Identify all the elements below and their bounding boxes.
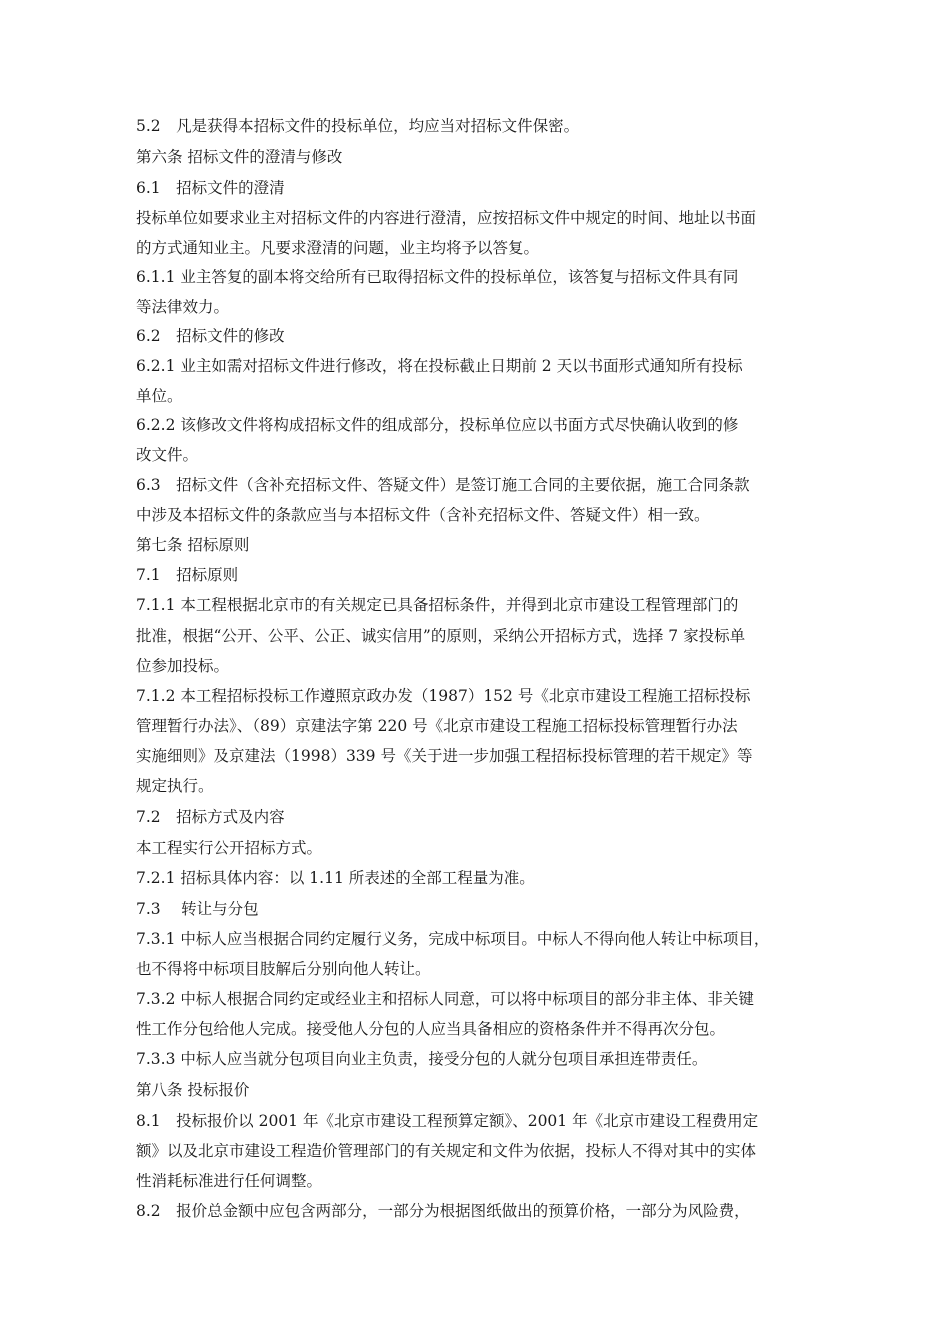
clause-7-1-1: 7.1.1 本工程根据北京市的有关规定已具备招标条件，并得到北京市建设工程管理部门的 — [136, 596, 739, 614]
paragraph-line: 的方式通知业主。凡要求澄清的问题，业主均将予以答复。 — [136, 239, 540, 257]
paragraph-line: 也不得将中标项目肢解后分别向他人转让。 — [136, 960, 431, 978]
clause-5-2: 5.2 凡是获得本招标文件的投标单位，均应当对招标文件保密。 — [136, 117, 580, 135]
paragraph-line: 投标单位如要求业主对招标文件的内容进行澄清，应按招标文件中规定的时间、地址以书面 — [136, 209, 757, 227]
paragraph-line: 实施细则》及京建法（1998）339 号《关于进一步加强工程招标投标管理的若干规定》等 — [136, 747, 753, 765]
article-6-heading: 第六条 招标文件的澄清与修改 — [136, 148, 343, 166]
paragraph-line: 位参加投标。 — [136, 657, 230, 675]
article-7-heading: 第七条 招标原则 — [136, 536, 250, 554]
clause-7-2-heading: 7.2 招标方式及内容 — [136, 808, 285, 826]
clause-7-2-1: 7.2.1 招标具体内容：以 1.11 所表述的全部工程量为准。 — [136, 869, 535, 887]
paragraph-line: 单位。 — [136, 387, 183, 405]
paragraph-line: 等法律效力。 — [136, 298, 230, 316]
clause-7-3-3: 7.3.3 中标人应当就分包项目向业主负责，接受分包的人就分包项目承担连带责任。 — [136, 1050, 708, 1068]
paragraph-line: 性消耗标准进行任何调整。 — [136, 1172, 323, 1190]
clause-7-1-2: 7.1.2 本工程招标投标工作遵照京政办发（1987）152 号《北京市建设工程施工招标投标 — [136, 687, 751, 705]
clause-6-3: 6.3 招标文件（含补充招标文件、答疑文件）是签订施工合同的主要依据，施工合同条款 — [136, 476, 750, 494]
clause-7-3-heading: 7.3 转让与分包 — [136, 900, 259, 918]
clause-6-1-heading: 6.1 招标文件的澄清 — [136, 179, 285, 197]
clause-6-2-heading: 6.2 招标文件的修改 — [136, 327, 285, 345]
clause-6-2-1: 6.2.1 业主如需对招标文件进行修改，将在投标截止日期前 2 天以书面形式通知所有投标 — [136, 357, 743, 375]
clause-7-1-heading: 7.1 招标原则 — [136, 566, 239, 584]
paragraph-line: 性工作分包给他人完成。接受他人分包的人应当具备相应的资格条件并不得再次分包。 — [136, 1020, 726, 1038]
clause-6-1-1: 6.1.1 业主答复的副本将交给所有已取得招标文件的投标单位，该答复与招标文件具有同 — [136, 268, 739, 286]
paragraph-line: 批准，根据“公开、公平、公正、诚实信用”的原则，采纳公开招标方式，选择 7 家投标单 — [136, 627, 746, 645]
paragraph-line: 中涉及本招标文件的条款应当与本招标文件（含补充招标文件、答疑文件）相一致。 — [136, 506, 710, 524]
clause-8-2: 8.2 报价总金额中应包含两部分，一部分为根据图纸做出的预算价格，一部分为风险费， — [136, 1202, 750, 1220]
clause-6-2-2: 6.2.2 该修改文件将构成招标文件的组成部分，投标单位应以书面方式尽快确认收到的修 — [136, 416, 739, 434]
paragraph-line: 本工程实行公开招标方式。 — [136, 839, 323, 857]
paragraph-line: 改文件。 — [136, 446, 199, 464]
clause-7-3-2: 7.3.2 中标人根据合同约定或经业主和招标人同意，可以将中标项目的部分非主体、非关键 — [136, 990, 754, 1008]
clause-7-3-1: 7.3.1 中标人应当根据合同约定履行义务，完成中标项目。中标人不得向他人转让中标项目， — [136, 930, 770, 948]
paragraph-line: 规定执行。 — [136, 777, 214, 795]
paragraph-line: 管理暂行办法》、（89）京建法字第 220 号《北京市建设工程施工招标投标管理暂行办法 — [136, 717, 738, 735]
article-8-heading: 第八条 投标报价 — [136, 1081, 250, 1099]
paragraph-line: 额》以及北京市建设工程造价管理部门的有关规定和文件为依据，投标人不得对其中的实体 — [136, 1142, 757, 1160]
clause-8-1: 8.1 投标报价以 2001 年《北京市建设工程预算定额》、2001 年《北京市建设工程费用定 — [136, 1112, 759, 1130]
